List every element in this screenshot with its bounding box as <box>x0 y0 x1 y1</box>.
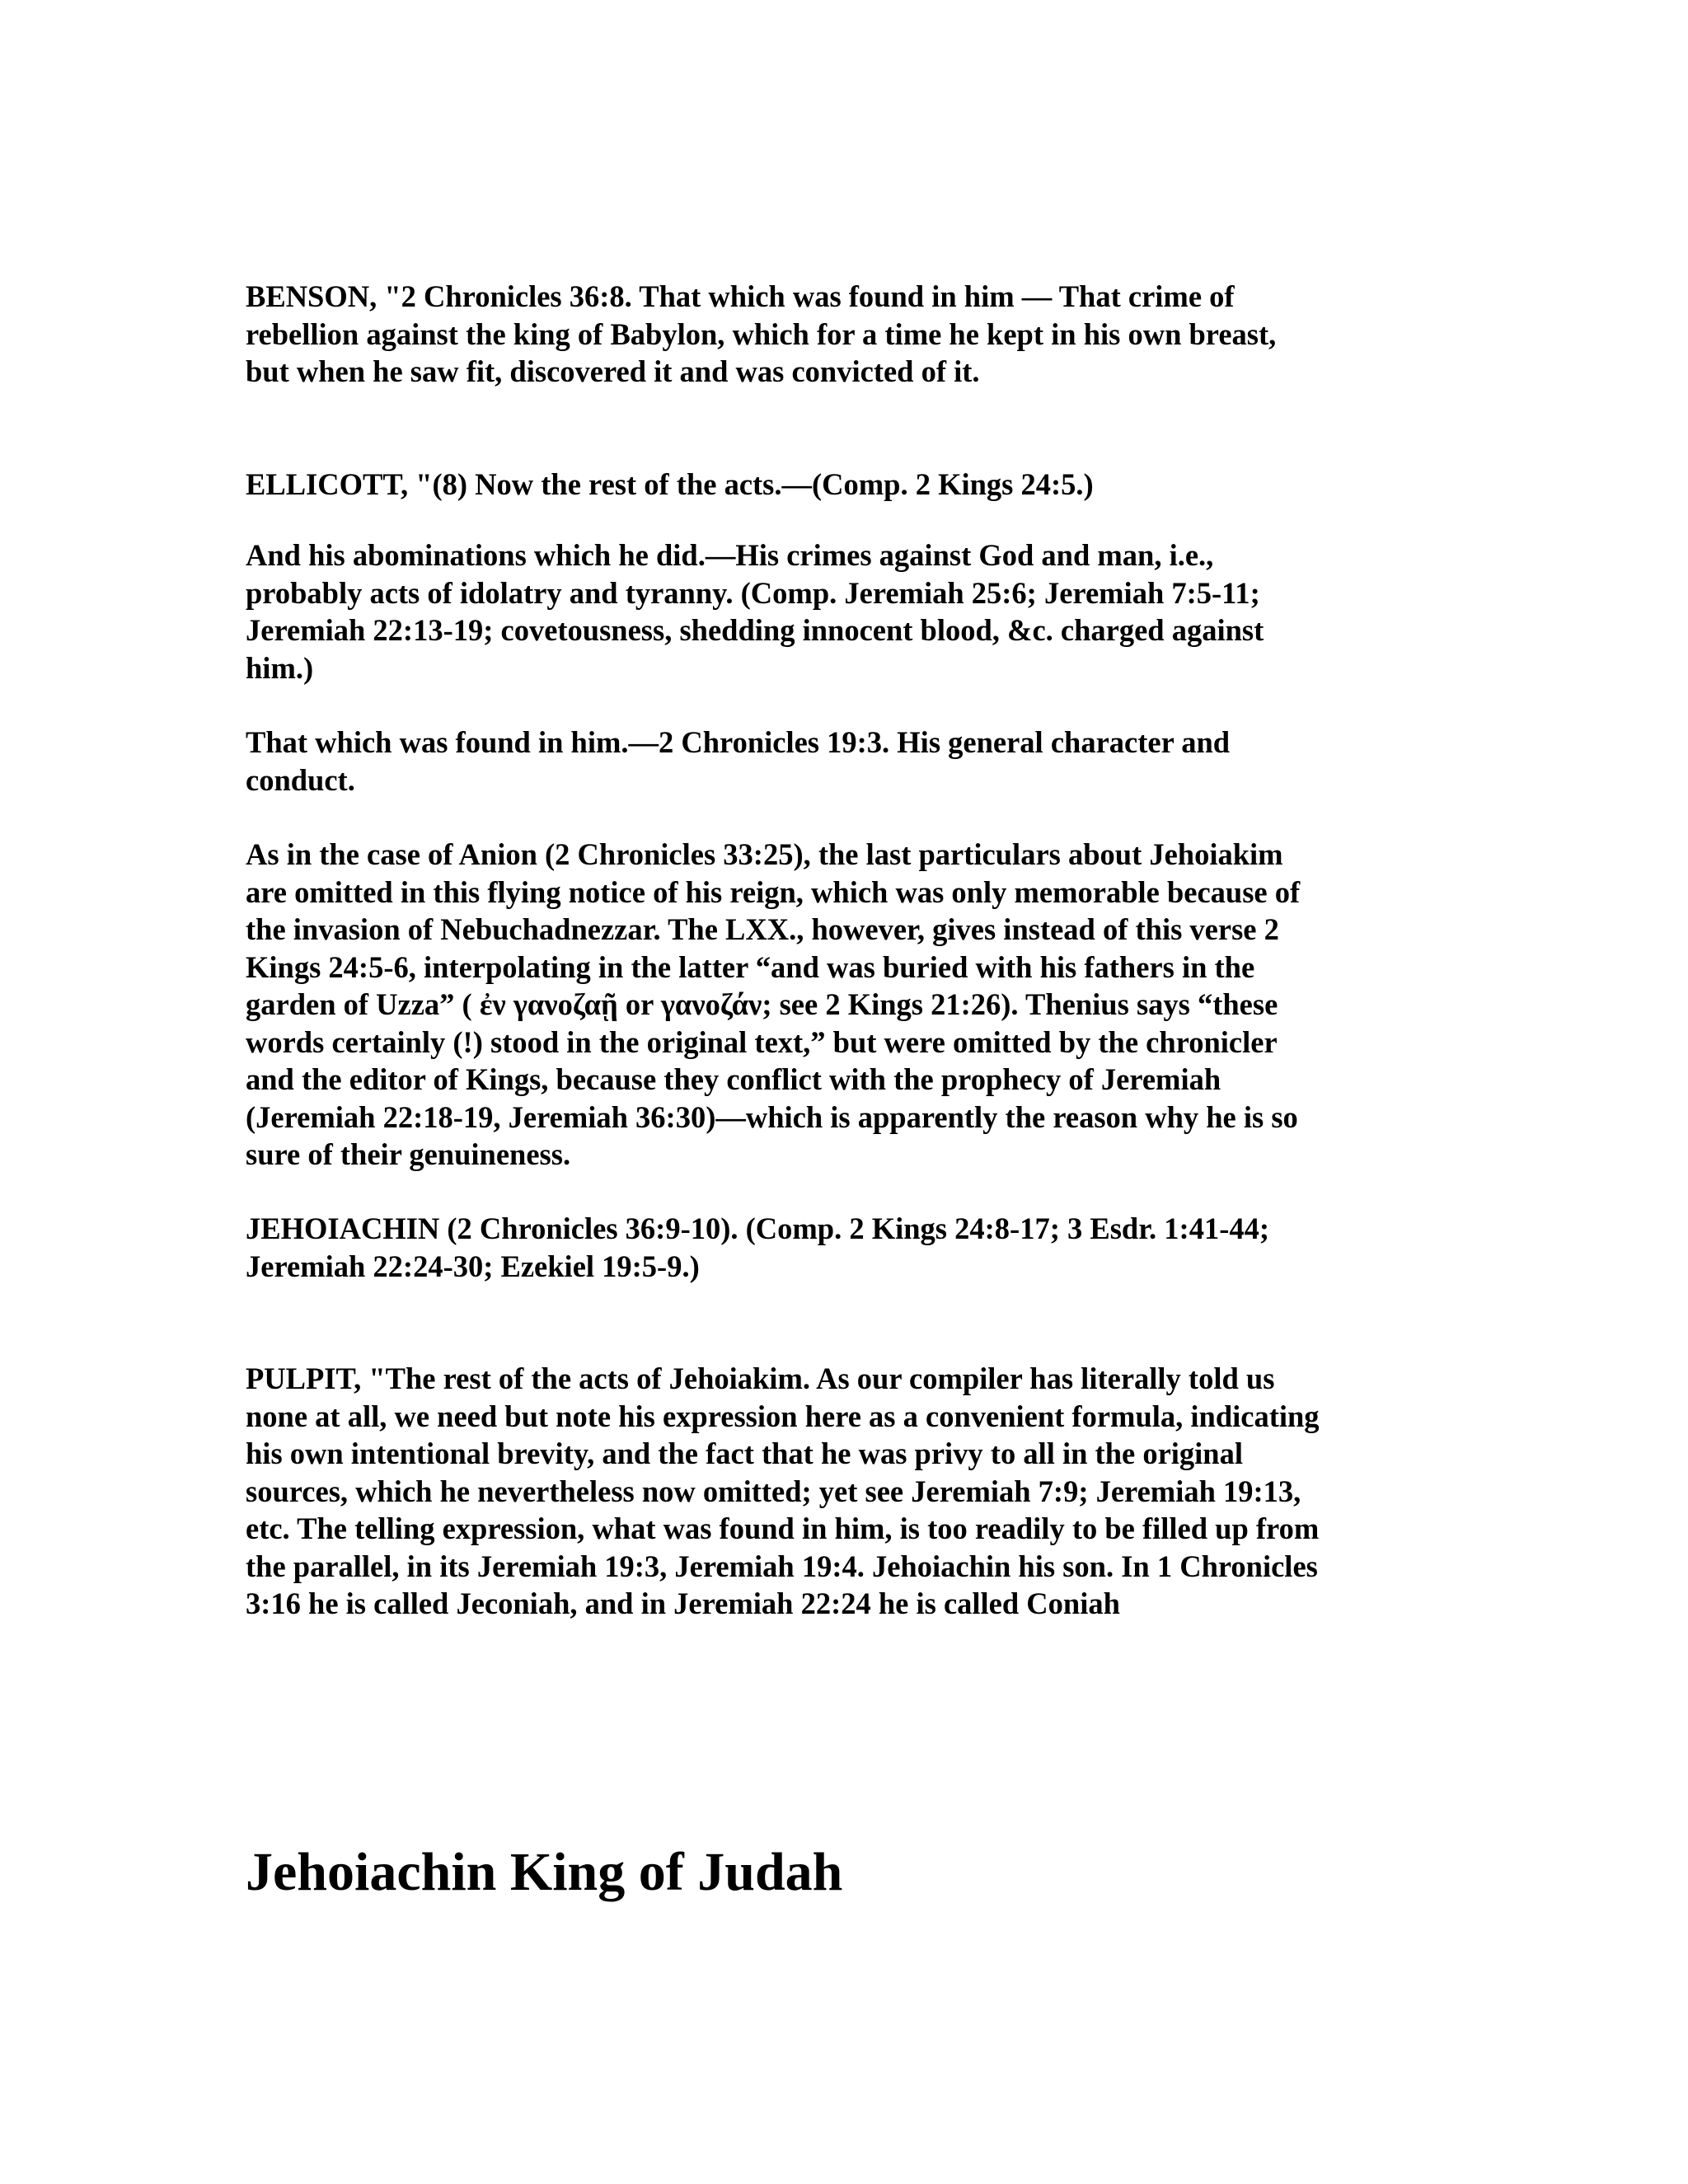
text-line: sources, which he nevertheless now omitted; yet see Jeremiah 7:9; Jeremiah 19:13, <box>246 1474 1301 1508</box>
text-line: him.) <box>246 650 314 685</box>
text-line: Jeremiah 22:24-30; Ezekiel 19:5-9.) <box>246 1249 700 1283</box>
text-line: the invasion of Nebuchadnezzar. The LXX., however, gives instead of this verse 2 <box>246 912 1279 946</box>
text-line: the parallel, in its Jeremiah 19:3, Jeremiah 19:4. Jehoiachin his son. In 1 Chronicles <box>246 1549 1318 1583</box>
text-line: rebellion against the king of Babylon, which for a time he kept in his own breast, <box>246 316 1277 351</box>
text-line: and the editor of Kings, because they conflict with the prophecy of Jeremiah <box>246 1062 1221 1096</box>
text-line: JEHOIACHIN (2 Chronicles 36:9-10). (Comp. 2 Kings 24:8-17; 3 Esdr. 1:41-44; <box>246 1212 1270 1245</box>
text-line: but when he saw fit, discovered it and was convicted of it. <box>246 354 980 388</box>
text-line: etc. The telling expression, what was found in him, is too readily to be filled up from <box>246 1511 1320 1545</box>
text-line: conduct. <box>246 762 355 797</box>
abominations-paragraph <box>246 537 1449 687</box>
text-line: That which was found in him.—2 Chronicles 19:3. His general character and <box>246 725 1231 759</box>
pulpit-paragraph <box>246 1360 1449 1623</box>
section-heading: Jehoiachin King of Judah <box>246 1842 843 1902</box>
text-line: Kings 24:5-6, interpolating in the latter “and was buried with his fathers in the <box>246 949 1255 984</box>
text-line: As in the case of Anion (2 Chronicles 33:25), the last particulars about Jehoiakim <box>246 837 1283 871</box>
text-line: sure of their genuineness. <box>246 1137 571 1171</box>
text-line: Jeremiah 22:13-19; covetousness, shedding innocent blood, &c. charged against <box>246 613 1264 647</box>
text-line: BENSON, "2 Chronicles 36:8. That which was found in him — That crime of <box>246 279 1235 313</box>
text-line: words certainly (!) stood in the original text,” but were omitted by the chronicler <box>246 1024 1278 1059</box>
text-line: ELLICOTT, "(8) Now the rest of the acts.—(Comp. 2 Kings 24:5.) <box>246 467 1094 501</box>
text-line: And his abominations which he did.—His crimes against God and man, i.e., <box>246 538 1214 572</box>
text-line: are omitted in this flying notice of his reign, which was only memorable because of <box>246 874 1301 909</box>
text-line: garden of Uzza” ( ἐν γανοζαῇ or γανοζάν; see 2 Kings 21:26). Thenius says “these <box>246 987 1278 1021</box>
text-line: (Jeremiah 22:18-19, Jeremiah 36:30)—which is apparently the reason why he is so <box>246 1099 1298 1134</box>
found-in-him-paragraph <box>246 724 1449 799</box>
benson-paragraph <box>246 278 1449 391</box>
text-line: PULPIT, "The rest of the acts of Jehoiakim. As our compiler has literally told us <box>246 1361 1275 1395</box>
text-line: none at all, we need but note his expression here as a convenient formula, indicating <box>246 1399 1320 1433</box>
text-line: his own intentional brevity, and the fact that he was privy to all in the original <box>246 1436 1243 1470</box>
jehoiachin-reference-paragraph <box>246 1210 1449 1285</box>
ellicott-paragraph <box>246 466 1449 504</box>
text-line: probably acts of idolatry and tyranny. (Comp. Jeremiah 25:6; Jeremiah 7:5-11; <box>246 575 1260 610</box>
anion-paragraph <box>246 836 1449 1174</box>
text-line: 3:16 he is called Jeconiah, and in Jeremiah 22:24 he is called Coniah <box>246 1586 1120 1620</box>
